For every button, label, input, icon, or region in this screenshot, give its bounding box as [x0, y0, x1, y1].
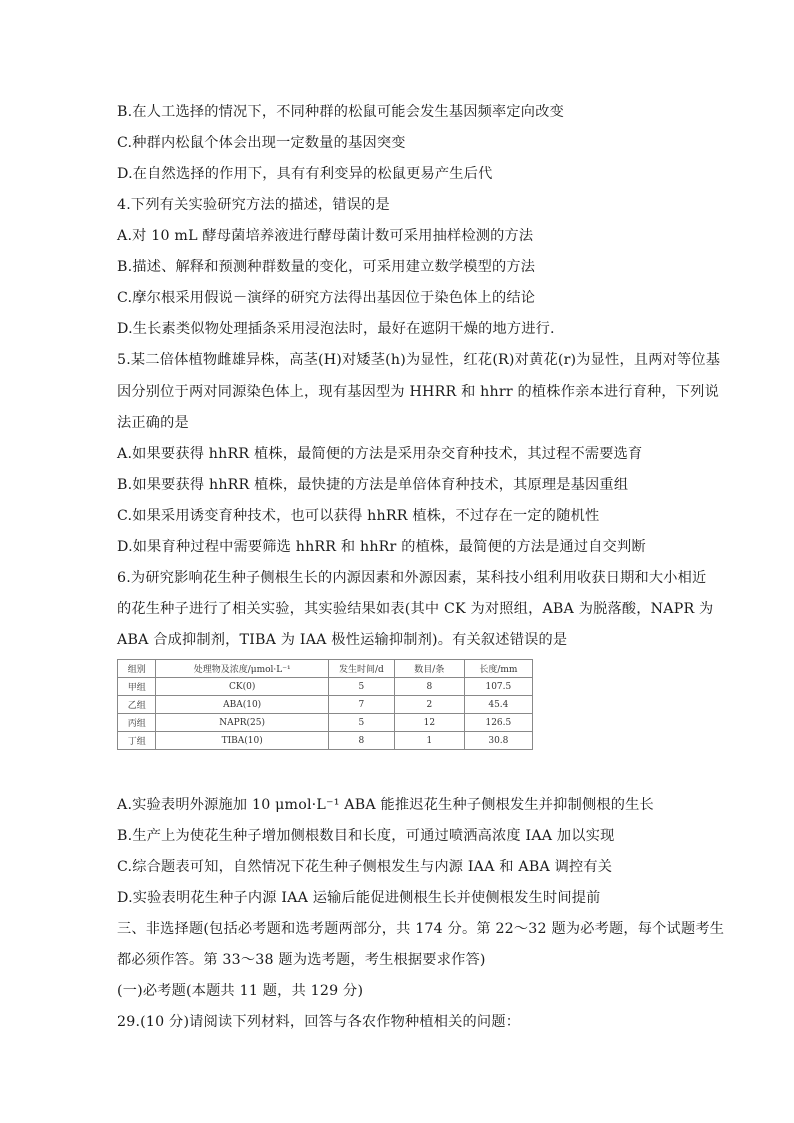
- question-4-stem: 4.下列有关实验研究方法的描述，错误的是: [117, 197, 390, 213]
- question-5-stem-line2: 因分别位于两对同源染色体上，现有基因型为 HHRR 和 hhrr 的植株作亲本进行育种，下列说: [117, 384, 719, 400]
- option-b-q4: B.描述、解释和预测种群数量的变化，可采用建立数学模型的方法: [117, 259, 536, 275]
- table-cell: 12: [394, 714, 464, 732]
- table-row: [118, 732, 533, 750]
- table-cell: 丁组: [118, 732, 156, 750]
- option-b-q6: B.生产上为使花生种子增加侧根数目和长度，可通过喷洒高浓度 IAA 加以实现: [117, 828, 615, 844]
- option-d-q5: D.如果育种过程中需要筛选 hhRR 和 hhRr 的植株，最简便的方法是通过自交判断: [117, 539, 646, 555]
- question-6-stem-line1: 6.为研究影响花生种子侧根生长的内源因素和外源因素，某科技小组利用收获日期和大小相近: [117, 570, 707, 586]
- experiment-results-table: [117, 659, 533, 750]
- table-cell: 甲组: [118, 678, 156, 696]
- table-row: [118, 714, 533, 732]
- question-29-stem: 29.(10 分)请阅读下列材料，回答与各农作物种植相关的问题：: [117, 1014, 521, 1030]
- table-cell: 8: [328, 732, 394, 750]
- option-d-q3: D.在自然选择的作用下，具有有利变异的松鼠更易产生后代: [117, 166, 493, 182]
- table-header-row: [118, 660, 533, 678]
- table-header: 处理物及浓度/μmol·L⁻¹: [156, 660, 328, 678]
- table-cell: 126.5: [464, 714, 532, 732]
- table-cell: 30.8: [464, 732, 532, 750]
- table-cell: TIBA(10): [156, 732, 328, 750]
- option-b-q3: B.在人工选择的情况下，不同种群的松鼠可能会发生基因频率定向改变: [117, 104, 564, 120]
- table-cell: 2: [394, 696, 464, 714]
- table-cell: 45.4: [464, 696, 532, 714]
- table-header: 组别: [118, 660, 156, 678]
- table-header: 发生时间/d: [328, 660, 394, 678]
- option-c-q3: C.种群内松鼠个体会出现一定数量的基因突变: [117, 135, 406, 151]
- option-d-q4: D.生长素类似物处理插条采用浸泡法时，最好在遮阴干燥的地方进行.: [117, 321, 555, 337]
- required-questions-heading: (一)必考题(本题共 11 题，共 129 分): [117, 983, 364, 999]
- table-cell: 乙组: [118, 696, 156, 714]
- option-c-q6: C.综合题表可知，自然情况下花生种子侧根发生与内源 IAA 和 ABA 调控有关: [117, 859, 613, 875]
- table-cell: 丙组: [118, 714, 156, 732]
- table-cell: 1: [394, 732, 464, 750]
- question-5-stem-line1: 5.某二倍体植物雌雄异株，高茎(H)对矮茎(h)为显性，红花(R)对黄花(r)为显性，且两对等位基: [117, 352, 721, 368]
- option-b-q5: B.如果要获得 hhRR 植株，最快捷的方法是单倍体育种技术，其原理是基因重组: [117, 477, 629, 493]
- option-a-q4: A.对 10 mL 酵母菌培养液进行酵母菌计数可采用抽样检测的方法: [117, 228, 534, 244]
- option-d-q6: D.实验表明花生种子内源 IAA 运输后能促进侧根生长并使侧根发生时间提前: [117, 890, 601, 906]
- table-cell: NAPR(25): [156, 714, 328, 732]
- table-cell: ABA(10): [156, 696, 328, 714]
- option-c-q4: C.摩尔根采用假说－演绎的研究方法得出基因位于染色体上的结论: [117, 290, 536, 306]
- table-cell: 7: [328, 696, 394, 714]
- option-a-q6: A.实验表明外源施加 10 μmol·L⁻¹ ABA 能推迟花生种子侧根发生并抑制侧根的生长: [117, 797, 654, 813]
- section-3-heading-line1: 三、非选择题(包括必考题和选考题两部分，共 174 分。第 22～32 题为必考题，每个试题考生: [117, 921, 725, 937]
- table-header: 数目/条: [394, 660, 464, 678]
- option-c-q5: C.如果采用诱变育种技术，也可以获得 hhRR 植株，不过存在一定的随机性: [117, 508, 600, 524]
- table-cell: 8: [394, 678, 464, 696]
- table-row: [118, 696, 533, 714]
- table-header: 长度/mm: [464, 660, 532, 678]
- table-cell: 5: [328, 678, 394, 696]
- table-cell: 5: [328, 714, 394, 732]
- table-cell: CK(0): [156, 678, 328, 696]
- question-6-stem-line2: 的花生种子进行了相关实验，其实验结果如表(其中 CK 为对照组，ABA 为脱落酸，NAPR 为: [117, 601, 714, 617]
- question-5-stem-line3: 法正确的是: [117, 415, 189, 431]
- question-6-stem-line3: ABA 合成抑制剂，TIBA 为 IAA 极性运输抑制剂)。有关叙述错误的是: [117, 632, 568, 648]
- option-a-q5: A.如果要获得 hhRR 植株，最简便的方法是采用杂交育种技术，其过程不需要选育: [117, 446, 643, 462]
- table-cell: 107.5: [464, 678, 532, 696]
- section-3-heading-line2: 都必须作答。第 33～38 题为选考题，考生根据要求作答): [117, 952, 486, 968]
- table-row: [118, 678, 533, 696]
